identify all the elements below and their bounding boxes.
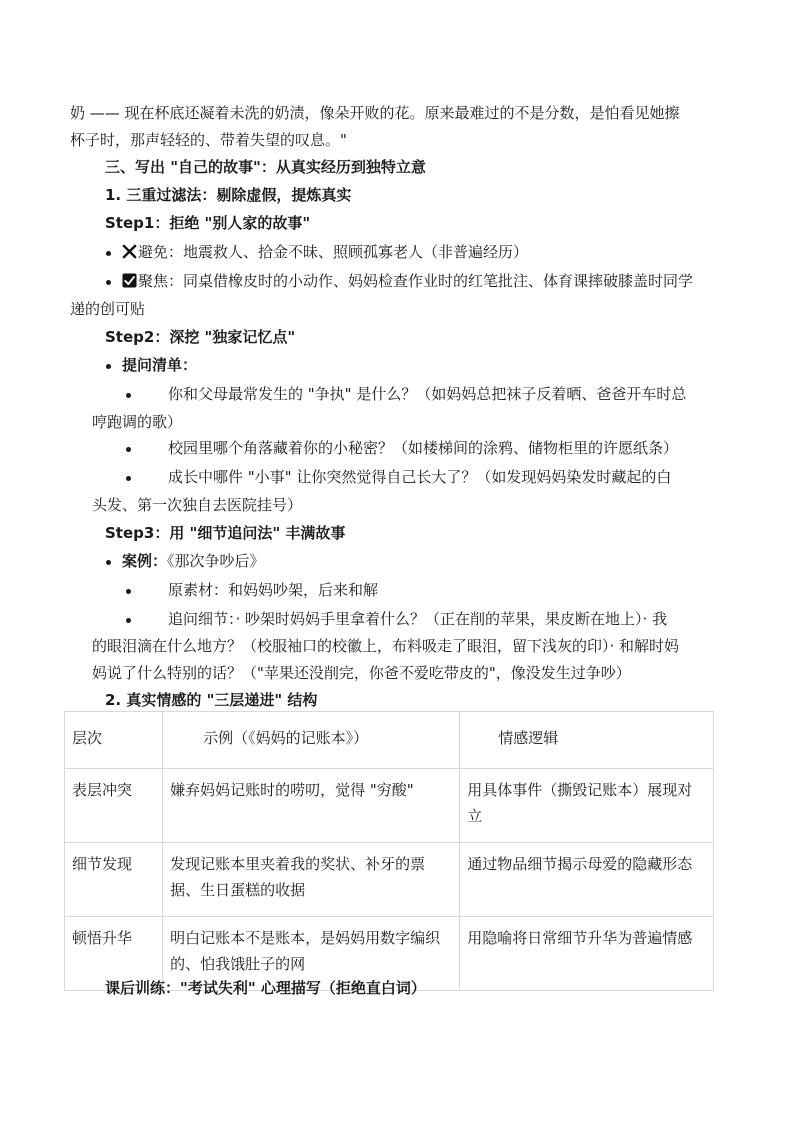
bullet-dot (126, 476, 131, 481)
question-3: 成长中哪件 "小事" 让你突然觉得自己长大了？（如发现妈妈染发时藏起的白 (168, 468, 672, 486)
focus-label: 聚焦： (138, 272, 184, 290)
case-label: 案例： (122, 552, 168, 570)
raw-material: 原素材：和妈妈吵架，后来和解 (168, 581, 379, 599)
step1-heading: Step1：拒绝 "别人家的故事" (105, 214, 311, 232)
training-heading: 课后训练："考试失利" 心理描写（拒绝直白词） (105, 979, 426, 997)
question-3-cont: 头发、第一次独自去医院挂号） (92, 496, 303, 514)
avoid-label: 避免： (138, 243, 184, 261)
table-cell-level: 表层冲突 (65, 769, 163, 843)
case-line (122, 551, 265, 571)
table-cell-example: 嫌弃妈妈记账时的唠叨，觉得 "穷酸" (163, 769, 460, 843)
bullet-dot (106, 251, 111, 256)
detail-question: 追问细节：· 吵架时妈妈手里拿着什么？（正在削的苹果，果皮断在地上）· 我 (168, 610, 668, 628)
question-1: 你和父母最常发生的 "争执" 是什么？（如妈妈总把袜子反着晒、爸爸开车时总 (168, 385, 687, 403)
cross-mark-icon (122, 244, 137, 259)
table-header-cell: 情感逻辑 (460, 712, 714, 769)
table-header-cell: 层次 (65, 712, 163, 769)
avoid-line (122, 242, 528, 262)
bullet-dot (106, 364, 111, 369)
table-cell-logic: 通过物品细节揭示母爱的隐藏形态 (460, 843, 714, 917)
structure-table (64, 711, 714, 991)
check-box-icon (122, 273, 137, 288)
bullet-dot (106, 280, 111, 285)
case-title: 《那次争吵后》 (167, 552, 265, 570)
bullet-dot (126, 589, 131, 594)
bullet-dot (126, 618, 131, 623)
table-row (65, 843, 714, 917)
table-cell-logic: 用具体事件（撕毁记账本）展现对立 (460, 769, 714, 843)
table-header-cell: 示例（《妈妈的记账本》） (163, 712, 460, 769)
subsection-heading-2: 2. 真实情感的 "三层递进" 结构 (105, 691, 318, 709)
table-row (65, 769, 714, 843)
questions-label: 提问清单： (122, 356, 198, 374)
bullet-dot (126, 447, 131, 452)
question-1-cont: 哼跑调的歌） (92, 413, 183, 431)
table-cell-example: 明白记账本不是账本，是妈妈用数字编织的、怕我饿肚子的网 (163, 917, 460, 991)
step3-heading: Step3：用 "细节追问法" 丰满故事 (105, 524, 346, 542)
table-cell-logic: 用隐喻将日常细节升华为普遍情感 (460, 917, 714, 991)
table-cell-level: 细节发现 (65, 843, 163, 917)
paragraph-line: 奶 —— 现在杯底还凝着未洗的奶渍，像朵开败的花。原来最难过的不是分数，是怕看见她擦 (70, 104, 680, 122)
table-header-row (65, 712, 714, 769)
avoid-text: 地震救人、拾金不昧、照顾孤寡老人（非普遍经历） (183, 243, 529, 261)
table-cell-level: 顿悟升华 (65, 917, 163, 991)
focus-text: 同桌借橡皮时的小动作、妈妈检查作业时的红笔批注、体育课摔破膝盖时同学 (183, 272, 694, 290)
paragraph-line: 杯子时，那声轻轻的、带着失望的叹息。" (70, 131, 347, 149)
detail-question-cont: 妈说了什么特别的话？（"苹果还没削完，你爸不爱吃带皮的"，像没发生过争吵） (92, 664, 631, 682)
question-2: 校园里哪个角落藏着你的小秘密？（如楼梯间的涂鸦、储物柜里的许愿纸条） (168, 439, 679, 457)
detail-question-cont: 的眼泪滴在什么地方？（校服袖口的校徽上，布料吸走了眼泪，留下浅灰的印）· 和解时妈 (92, 637, 680, 655)
subsection-heading-1: 1. 三重过滤法：剔除虚假，提炼真实 (105, 186, 352, 204)
focus-line-cont: 递的创可贴 (70, 300, 146, 318)
bullet-dot (106, 560, 111, 565)
step2-heading: Step2：深挖 "独家记忆点" (105, 328, 296, 346)
bullet-dot (126, 393, 131, 398)
focus-line (122, 271, 693, 291)
section-heading: 三、写出 "自己的故事"：从真实经历到独特立意 (105, 158, 426, 176)
table-cell-example: 发现记账本里夹着我的奖状、补牙的票据、生日蛋糕的收据 (163, 843, 460, 917)
